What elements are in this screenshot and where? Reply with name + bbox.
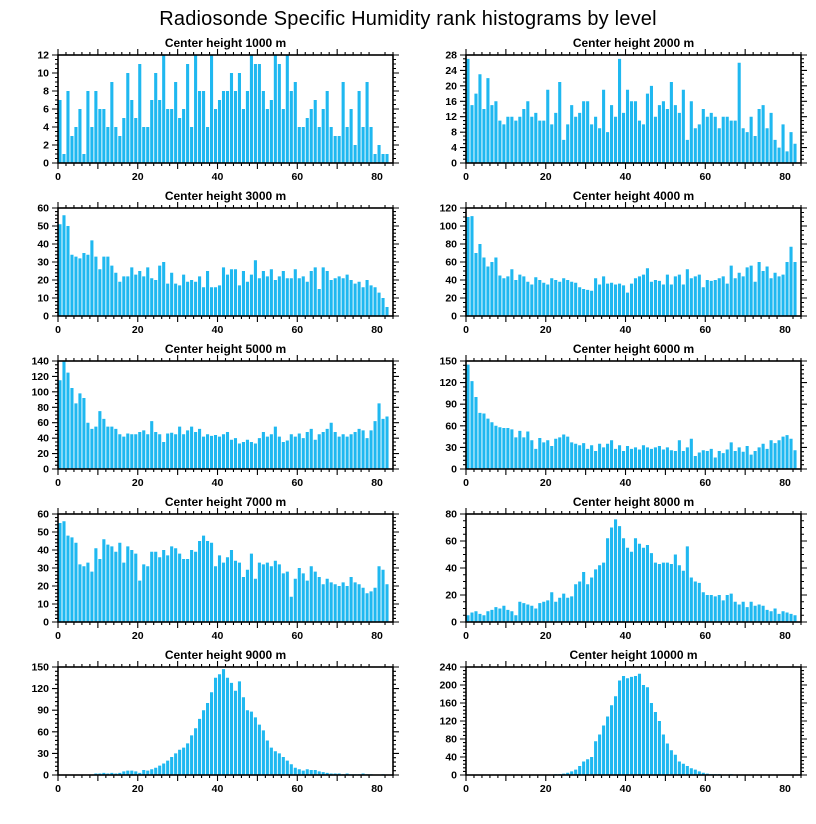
histogram-svg xyxy=(0,645,408,798)
x-tick-label: 20 xyxy=(131,630,144,642)
y-tick-label: 160 xyxy=(439,697,457,710)
axis-ticks xyxy=(460,661,807,781)
y-tick-label: 16 xyxy=(445,95,457,108)
y-tick-label: 40 xyxy=(445,562,457,575)
histogram-svg xyxy=(408,492,816,645)
x-tick-label: 60 xyxy=(699,630,712,642)
y-tick-label: 60 xyxy=(37,726,49,739)
y-tick-label: 90 xyxy=(445,398,457,411)
y-tick-label: 4 xyxy=(451,142,457,155)
histogram-bars xyxy=(94,669,384,775)
y-tick-label: 20 xyxy=(445,292,457,305)
histogram-svg xyxy=(0,492,408,645)
y-tick-label: 24 xyxy=(445,64,457,77)
y-tick-label: 10 xyxy=(37,67,49,80)
y-tick-label: 0 xyxy=(451,310,457,323)
x-tick-label: 0 xyxy=(55,630,61,642)
plot-frame xyxy=(466,667,801,775)
x-tick-label: 0 xyxy=(463,477,469,489)
x-tick-label: 40 xyxy=(619,324,632,336)
histogram-svg xyxy=(408,645,816,798)
y-tick-label: 0 xyxy=(451,463,457,476)
y-tick-label: 12 xyxy=(445,111,457,124)
histogram-bars xyxy=(466,216,796,316)
y-tick-label: 40 xyxy=(445,751,457,764)
y-tick-label: 100 xyxy=(31,386,49,399)
histogram-panel-4 xyxy=(408,186,816,339)
panel-title: Center height 8000 m xyxy=(572,495,695,509)
y-tick-label: 0 xyxy=(43,310,49,323)
y-tick-label: 10 xyxy=(37,292,49,305)
y-tick-label: 40 xyxy=(37,238,49,251)
histogram-panel-6 xyxy=(408,339,816,492)
x-tick-label: 40 xyxy=(619,171,632,183)
histogram-panel-8 xyxy=(408,492,816,645)
x-tick-label: 0 xyxy=(463,783,469,795)
y-tick-label: 0 xyxy=(43,769,49,782)
y-tick-label: 8 xyxy=(43,85,49,98)
plot-frame xyxy=(58,667,393,775)
y-tick-label: 40 xyxy=(445,274,457,287)
y-tick-label: 0 xyxy=(451,157,457,170)
x-tick-label: 80 xyxy=(371,477,383,489)
histogram-panel-3 xyxy=(0,186,408,339)
histogram-svg xyxy=(0,339,408,492)
x-tick-label: 0 xyxy=(55,171,61,183)
panel-title: Center height 7000 m xyxy=(164,495,287,509)
histogram-panel-10 xyxy=(408,645,816,798)
y-tick-label: 6 xyxy=(43,103,49,116)
x-tick-label: 40 xyxy=(619,783,632,795)
panel-title: Center height 3000 m xyxy=(164,189,287,203)
y-tick-label: 60 xyxy=(37,508,49,521)
x-tick-label: 40 xyxy=(211,324,224,336)
y-tick-label: 20 xyxy=(37,448,49,461)
y-tick-label: 100 xyxy=(439,220,457,233)
y-tick-label: 30 xyxy=(37,747,49,760)
y-tick-label: 200 xyxy=(439,679,457,692)
histogram-panel-7 xyxy=(0,492,408,645)
y-tick-label: 120 xyxy=(31,370,49,383)
panel-title: Center height 9000 m xyxy=(164,648,287,662)
y-tick-label: 20 xyxy=(445,80,457,93)
x-tick-label: 60 xyxy=(291,783,304,795)
y-tick-label: 150 xyxy=(439,355,457,368)
y-tick-label: 60 xyxy=(445,420,457,433)
histogram-bars xyxy=(58,521,388,622)
y-tick-label: 30 xyxy=(37,256,49,269)
x-tick-label: 60 xyxy=(699,324,712,336)
y-tick-label: 4 xyxy=(43,121,49,134)
x-tick-label: 60 xyxy=(291,171,304,183)
x-tick-label: 20 xyxy=(539,783,552,795)
x-tick-label: 0 xyxy=(55,324,61,336)
x-tick-label: 60 xyxy=(699,783,712,795)
x-tick-label: 20 xyxy=(539,630,552,642)
y-tick-label: 140 xyxy=(31,355,49,368)
x-tick-label: 20 xyxy=(131,171,144,183)
x-tick-label: 60 xyxy=(291,630,304,642)
histogram-grid xyxy=(0,33,816,798)
panel-title: Center height 1000 m xyxy=(164,36,287,50)
x-tick-label: 40 xyxy=(211,783,224,795)
y-tick-label: 120 xyxy=(31,683,49,696)
histogram-bars xyxy=(466,59,796,163)
y-tick-label: 40 xyxy=(37,544,49,557)
y-tick-label: 10 xyxy=(37,598,49,611)
histogram-svg xyxy=(408,186,816,339)
x-tick-label: 40 xyxy=(619,477,632,489)
x-tick-label: 80 xyxy=(779,171,791,183)
histogram-svg xyxy=(0,186,408,339)
axis-ticks xyxy=(52,661,399,781)
y-tick-label: 60 xyxy=(37,417,49,430)
x-tick-label: 20 xyxy=(131,324,144,336)
x-tick-label: 20 xyxy=(131,477,144,489)
y-tick-label: 120 xyxy=(439,202,457,215)
x-tick-label: 80 xyxy=(371,630,383,642)
panel-title: Center height 5000 m xyxy=(164,342,287,356)
y-tick-label: 28 xyxy=(445,49,457,62)
y-tick-label: 0 xyxy=(43,616,49,629)
histogram-bars xyxy=(554,674,768,775)
y-tick-label: 150 xyxy=(31,661,49,674)
x-tick-label: 80 xyxy=(371,171,383,183)
y-tick-label: 20 xyxy=(37,580,49,593)
x-tick-label: 80 xyxy=(779,477,791,489)
histogram-svg xyxy=(408,33,816,186)
histogram-bars xyxy=(466,365,796,469)
x-tick-label: 60 xyxy=(699,171,712,183)
panel-title: Center height 2000 m xyxy=(572,36,695,50)
x-tick-label: 40 xyxy=(619,630,632,642)
x-tick-label: 40 xyxy=(211,171,224,183)
y-tick-label: 240 xyxy=(439,661,457,674)
histogram-panel-5 xyxy=(0,339,408,492)
x-tick-label: 60 xyxy=(291,324,304,336)
x-tick-label: 0 xyxy=(463,171,469,183)
histogram-panel-9 xyxy=(0,645,408,798)
y-tick-label: 0 xyxy=(43,157,49,170)
y-tick-label: 80 xyxy=(445,508,457,521)
y-tick-label: 12 xyxy=(37,49,49,62)
page-title: Radiosonde Specific Humidity rank histograms by level xyxy=(159,8,657,30)
x-tick-label: 60 xyxy=(291,477,304,489)
histogram-bars xyxy=(466,519,796,622)
y-tick-label: 120 xyxy=(439,377,457,390)
y-tick-label: 80 xyxy=(445,733,457,746)
y-tick-label: 50 xyxy=(37,220,49,233)
x-tick-label: 20 xyxy=(539,324,552,336)
x-tick-label: 80 xyxy=(779,630,791,642)
y-tick-label: 30 xyxy=(37,562,49,575)
x-tick-label: 60 xyxy=(699,477,712,489)
histogram-svg xyxy=(408,339,816,492)
y-tick-label: 20 xyxy=(445,589,457,602)
x-tick-label: 0 xyxy=(55,477,61,489)
y-tick-label: 60 xyxy=(37,202,49,215)
histogram-bars xyxy=(58,55,388,163)
x-tick-label: 80 xyxy=(779,783,791,795)
x-tick-label: 20 xyxy=(539,171,552,183)
x-tick-label: 80 xyxy=(371,324,383,336)
panel-title: Center height 10000 m xyxy=(569,648,698,662)
x-tick-label: 20 xyxy=(539,477,552,489)
y-tick-label: 20 xyxy=(37,274,49,287)
histogram-svg xyxy=(0,33,408,186)
panel-title: Center height 4000 m xyxy=(572,189,695,203)
x-tick-label: 80 xyxy=(371,783,383,795)
y-tick-label: 8 xyxy=(451,126,457,139)
y-tick-label: 60 xyxy=(445,535,457,548)
histogram-panel-2 xyxy=(408,33,816,186)
histogram-bars xyxy=(58,215,388,316)
y-tick-label: 0 xyxy=(43,463,49,476)
x-tick-label: 20 xyxy=(131,783,144,795)
y-tick-label: 0 xyxy=(451,616,457,629)
histogram-bars xyxy=(58,361,388,469)
y-tick-label: 40 xyxy=(37,432,49,445)
x-tick-label: 40 xyxy=(211,477,224,489)
y-tick-label: 60 xyxy=(445,256,457,269)
y-tick-label: 120 xyxy=(439,715,457,728)
x-tick-label: 0 xyxy=(463,630,469,642)
x-tick-label: 0 xyxy=(463,324,469,336)
y-tick-label: 0 xyxy=(451,769,457,782)
y-tick-label: 90 xyxy=(37,704,49,717)
panel-title: Center height 6000 m xyxy=(572,342,695,356)
y-tick-label: 2 xyxy=(43,139,49,152)
y-tick-label: 80 xyxy=(445,238,457,251)
histogram-panel-1 xyxy=(0,33,408,186)
y-tick-label: 30 xyxy=(445,441,457,454)
y-tick-label: 50 xyxy=(37,526,49,539)
y-tick-label: 80 xyxy=(37,401,49,414)
x-tick-label: 0 xyxy=(55,783,61,795)
x-tick-label: 80 xyxy=(779,324,791,336)
x-tick-label: 40 xyxy=(211,630,224,642)
